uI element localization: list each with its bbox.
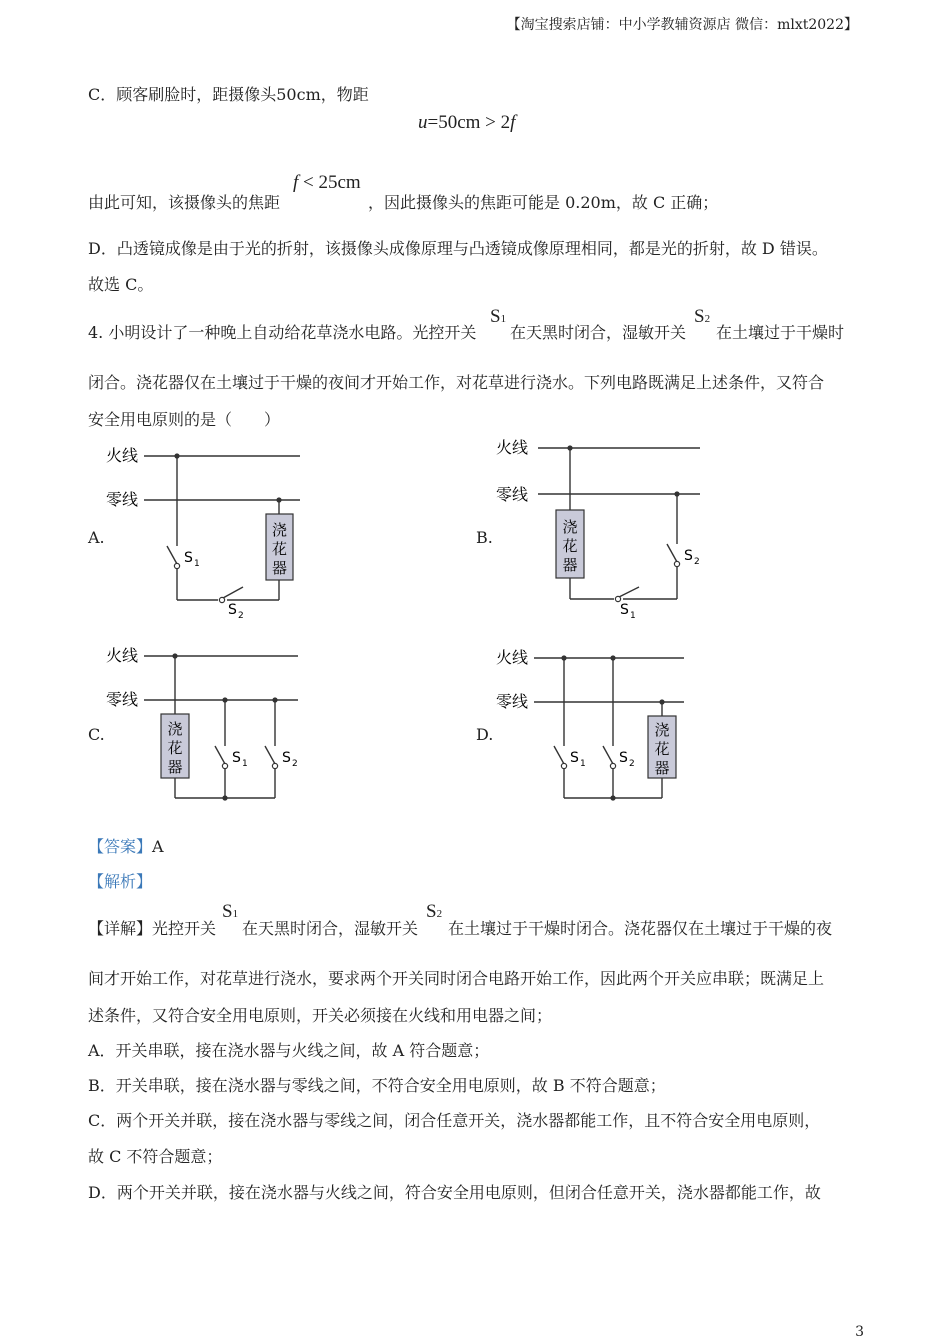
- live-wire-label: 火线: [106, 446, 139, 465]
- explain-d: D．两个开关并联，接在浇水器与火线之间，符合安全用电原则，但闭合任意开关，浇水器都能工作，故: [88, 1183, 821, 1202]
- explain-b: B．开关串联，接在浇水器与零线之间，不符合安全用电原则，故 B 不符合题意；: [88, 1076, 666, 1095]
- switch-s2-sub: 2: [629, 759, 635, 769]
- neutral-wire-label: 零线: [106, 690, 139, 709]
- neutral-wire-label: 零线: [496, 485, 529, 504]
- symbol-s2: S2: [694, 306, 711, 327]
- option-a-label: A.: [88, 528, 105, 547]
- detail-line-1a: 【详解】光控开关: [88, 919, 217, 938]
- text-choose-c: 故选 C。: [88, 275, 154, 294]
- detail-line-1b: 在天黑时闭合，湿敏开关: [242, 919, 419, 938]
- analysis-tag: 【解析】: [88, 872, 153, 891]
- switch-s1-letter: S: [184, 550, 193, 566]
- switch-s1-letter: S: [620, 602, 629, 618]
- explain-c-line-2: 故 C 不符合题意；: [88, 1147, 223, 1166]
- switch-s2-sub: 2: [292, 759, 298, 769]
- live-wire-label: 火线: [106, 646, 139, 665]
- symbol-s1: S1: [222, 901, 239, 922]
- live-wire-label: 火线: [496, 648, 529, 667]
- switch-s2-letter: S: [228, 602, 237, 618]
- explain-a: A．开关串联，接在浇水器与火线之间，故 A 符合题意；: [88, 1041, 490, 1060]
- answer-value: A: [152, 837, 164, 856]
- switch-s1-sub: 1: [630, 611, 636, 621]
- switch-s1-sub: 1: [194, 559, 200, 569]
- device-char-1: 浇: [167, 720, 183, 738]
- switch-s1-sub: 1: [580, 759, 586, 769]
- text-c-intro: C．顾客刷脸时，距摄像头50cm，物距: [88, 85, 369, 104]
- switch-s2-letter: S: [684, 548, 693, 564]
- q4-line-1a: 4. 小明设计了一种晚上自动给花草浇水电路。光控开关: [88, 323, 477, 342]
- text-focal-post: ，因此摄像头的焦距可能是 0.20m，故 C 正确；: [368, 193, 719, 212]
- detail-line-2: 间才开始工作，对花草进行浇水，要求两个开关同时闭合电路开始工作，因此两个开关应串联；既满足上: [88, 969, 825, 988]
- option-b-label: B.: [476, 528, 493, 547]
- answer-tag: 【答案】: [88, 837, 153, 856]
- switch-s2-letter: S: [282, 750, 291, 766]
- device-char-3: 器: [654, 759, 670, 777]
- switch-s1-letter: S: [232, 750, 241, 766]
- neutral-wire-label: 零线: [106, 490, 139, 509]
- device-char-2: 花: [562, 537, 578, 555]
- page-number: 3: [855, 1324, 864, 1340]
- switch-s1-letter: S: [570, 750, 579, 766]
- device-char-3: 器: [167, 758, 183, 776]
- option-c-label: C.: [88, 725, 105, 744]
- live-wire-label: 火线: [496, 438, 529, 457]
- device-char-1: 浇: [271, 521, 288, 539]
- circuit-diagram-b: [490, 432, 705, 627]
- page-header: 【淘宝搜索店铺：中小学教辅资源店 微信：mlxt2022】: [506, 17, 858, 33]
- answer-line: [88, 834, 164, 857]
- device-char-2: 花: [271, 540, 288, 558]
- text-focal-pre: 由此可知，该摄像头的焦距: [88, 193, 281, 212]
- circuit-diagram-d: [490, 642, 695, 812]
- circuit-diagram-a: [100, 438, 310, 628]
- q4-line-1c: 在土壤过于干燥时: [716, 323, 845, 342]
- switch-s2-letter: S: [619, 750, 628, 766]
- circuit-diagram-c: [100, 640, 305, 810]
- detail-line-1c: 在土壤过于干燥时闭合。浇花器仅在土壤过于干燥的夜: [448, 919, 833, 938]
- neutral-wire-label: 零线: [496, 692, 529, 711]
- explain-c-line-1: C．两个开关并联，接在浇水器与零线之间，闭合任意开关，浇水器都能工作，且不符合安全用电原则，: [88, 1111, 821, 1130]
- device-char-3: 器: [271, 559, 288, 577]
- text-d-option: D．凸透镜成像是由于光的折射，该摄像头成像原理与凸透镜成像原理相同，都是光的折射，故 D 错误。: [88, 239, 828, 258]
- switch-s2-sub: 2: [694, 557, 700, 567]
- device-char-3: 器: [562, 556, 578, 574]
- q4-line-3: 安全用电原则的是（ ）: [88, 410, 281, 429]
- equation-focal-length: f < 25cm: [293, 172, 361, 193]
- q4-line-2: 闭合。浇花器仅在土壤过于干燥的夜间才开始工作，对花草进行浇水。下列电路既满足上述条件，又符合: [88, 373, 825, 392]
- device-char-2: 花: [167, 739, 183, 757]
- switch-s2-sub: 2: [238, 611, 244, 621]
- option-d-label: D.: [476, 725, 494, 744]
- device-char-1: 浇: [562, 518, 578, 536]
- symbol-s1: S1: [490, 306, 507, 327]
- switch-s1-sub: 1: [242, 759, 248, 769]
- detail-line-3: 述条件，又符合安全用电原则，开关必须接在火线和用电器之间；: [88, 1006, 553, 1025]
- device-char-1: 浇: [654, 721, 670, 739]
- equation-object-distance: u=50cm > 2f: [418, 112, 516, 133]
- device-char-2: 花: [654, 740, 670, 758]
- q4-line-1b: 在天黑时闭合，湿敏开关: [510, 323, 687, 342]
- symbol-s2: S2: [426, 901, 443, 922]
